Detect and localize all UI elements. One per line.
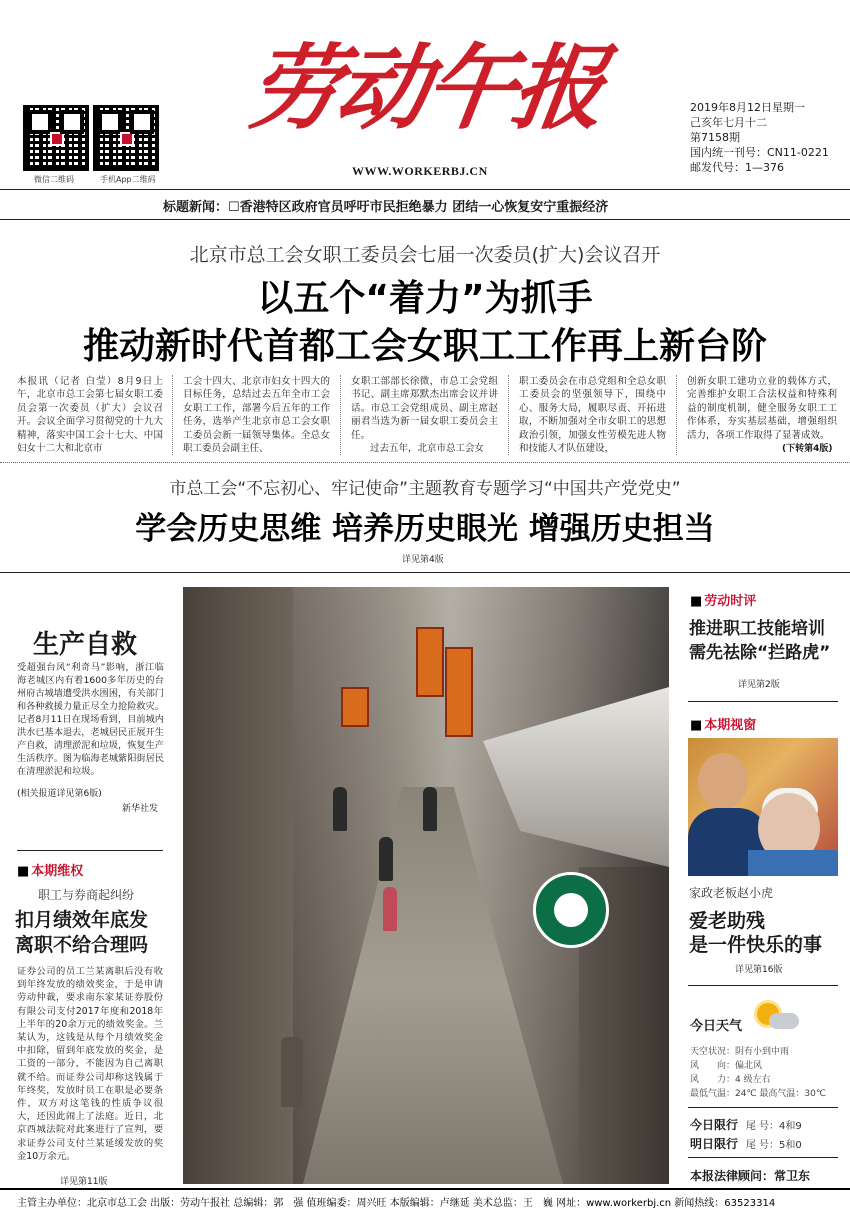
headline-news-text[interactable]: ☐香港特区政府官员呼吁市民拒绝暴力 团结一心恢复安宁重振经济 xyxy=(228,200,609,215)
column-separator xyxy=(172,375,173,455)
column-separator xyxy=(508,375,509,455)
rights-headline-1[interactable]: 扣月绩效年底发 xyxy=(15,909,149,931)
divider xyxy=(688,1107,838,1108)
divider xyxy=(17,850,163,851)
storefront-logo xyxy=(533,872,609,948)
rights-see[interactable]: 详见第11版 xyxy=(60,1177,108,1187)
second-headline[interactable]: 学会历史思维 培养历史眼光 增强历史担当 xyxy=(135,511,715,547)
rights-headline-2[interactable]: 离职不给合理吗 xyxy=(15,934,149,956)
headline-news-label: 标题新闻： xyxy=(163,200,229,215)
window-tag: ■ 本期视窗 xyxy=(690,714,756,733)
flood-cleanup-photo xyxy=(183,587,669,1184)
divider xyxy=(688,985,838,986)
lead-kicker: 北京市总工会女职工委员会七届一次委员(扩大)会议召开 xyxy=(189,244,661,266)
second-kicker: 市总工会“不忘初心、牢记使命”主题教育专题学习“中国共产党党史” xyxy=(169,479,681,499)
issue-lunar: 己亥年七月十二 xyxy=(690,116,767,129)
lead-body-col-3: 女职工部部长徐微，市总工会党组书记、副主席郑默杰出席会议并讲话。市总工会党组成员、副主席赵丽君当选为新一届女职工委员会主任。 过去五年，北京市总工会女 xyxy=(351,376,498,455)
divider xyxy=(0,462,850,463)
sun-cloud-icon xyxy=(757,1003,801,1033)
issue-postal: 邮发代号：1—376 xyxy=(690,161,784,174)
column-separator xyxy=(676,375,677,455)
site-url[interactable]: WWW.WORKERBJ.CN xyxy=(352,164,488,178)
window-sub: 家政老板赵小虎 xyxy=(689,886,774,900)
legal-counsel: 本报法律顾问：常卫东 xyxy=(690,1169,811,1183)
photo-story-title[interactable]: 生产自救 xyxy=(33,630,138,660)
weather-temperature: 最低气温：24℃ 最高气温：30℃ xyxy=(690,1089,826,1099)
weather-wind-force: 风 力：4 级左右 xyxy=(690,1075,771,1085)
rights-tag: ■ 本期维权 xyxy=(17,860,83,879)
photo-story-body: 受超强台风“利奇马”影响，浙江临海老城区内有着1600多年历史的台州府古城墙遭受洪水围困，有关部门和各种救援力量正尽全力抢险救灾。记者8月11日在现场看到，目前城内洪水已基本退去，老城居民正展开生产自救，清理淤泥和垃圾，恢复生产生活秩序。图为临海老城紫阳街居民在清理淤泥和垃圾。 xyxy=(17,662,164,777)
footer: 主管主办单位：北京市总工会 出版：劳动午报社 总编辑：郭 强 值班编委：周兴旺 本版编辑：卢继延 美术总监：王 巍 网址：www.workerbj.cn 新闻热线：63523314 xyxy=(17,1198,776,1209)
divider xyxy=(0,572,850,573)
wechat-qr-code xyxy=(23,105,89,171)
issue-date: 2019年8月12日星期一 xyxy=(690,101,805,114)
traffic-today-label: 今日限行 xyxy=(690,1118,739,1132)
lead-body-col-1: 本报讯（记者 白莹）8月9日上午，北京市总工会第七届女职工委员会第一次委员（扩大）会议召开。会议全面学习贯彻党的十九大精神，落实中国工会十七大、中国妇女十二大和北京市 xyxy=(17,376,163,455)
traffic-tomorrow-value: 尾 号：5和0 xyxy=(745,1140,802,1151)
window-see[interactable]: 详见第16版 xyxy=(735,965,783,975)
weather-sky: 天空状况：阴有小到中雨 xyxy=(690,1047,790,1057)
commentary-see[interactable]: 详见第2版 xyxy=(738,680,780,690)
weather-wind-direction: 风 向：偏北风 xyxy=(690,1061,763,1071)
window-headline-2[interactable]: 是一件快乐的事 xyxy=(689,934,823,956)
divider xyxy=(688,1157,838,1158)
traffic-today-value: 尾 号：4和9 xyxy=(745,1121,802,1132)
divider xyxy=(688,701,838,702)
commentary-headline-2[interactable]: 需先祛除“拦路虎” xyxy=(689,643,831,663)
divider xyxy=(0,219,850,220)
commentary-headline-1[interactable]: 推进职工技能培训 xyxy=(689,619,825,639)
issue-info xyxy=(690,100,829,175)
column-separator xyxy=(340,375,341,455)
rights-body: 证券公司的员工兰某离职后没有收到年终发放的绩效奖金，于是申请劳动仲裁，要求南东家某证券股份有限公司支付2017年度和2018年上半年的20余万元的绩效奖金。兰某认为，这钱是从每个月绩效奖金中扣除，留到年底发放的奖金，是工资的一部分，不能因为自己离职就不给。而证券公司却称这钱属于年终奖，发放时员工在职是必要条件，双方对这笔钱的性质争议很大，还因此闹上了法庭。近日，北京西城法院对此案进行了宣判，要求证券公司支付兰某延缓发放的奖金10万余元。 xyxy=(17,966,163,1162)
photo-story-credit: 新华社发 xyxy=(122,804,159,814)
window-headline-1[interactable]: 爱老助残 xyxy=(689,910,766,932)
rights-sub: 职工与券商起纠纷 xyxy=(38,888,135,902)
caregiver-photo xyxy=(688,738,838,876)
app-qr-caption: 手机App二维码 xyxy=(100,175,156,184)
masthead xyxy=(230,8,620,168)
divider xyxy=(0,1188,850,1190)
issue-number: 第7158期 xyxy=(690,131,740,144)
traffic-today xyxy=(690,1116,802,1133)
lead-continued[interactable]: (下转第4版) xyxy=(782,444,833,454)
lead-body-col-5: 创新女职工建功立业的载体方式，完善维护女职工合法权益和特殊利益的制度机制，健全服务女职工工作体系，夯实基层基础，增强组织活力，各项工作取得了显著成效。 xyxy=(687,376,837,441)
traffic-tomorrow-label: 明日限行 xyxy=(690,1137,739,1151)
wechat-qr-caption: 微信二维码 xyxy=(34,175,74,184)
divider xyxy=(0,189,850,190)
photo-story-related[interactable]: (相关报道详见第6版) xyxy=(17,789,102,799)
headline-news xyxy=(163,196,608,215)
issue-cn: 国内统一刊号：CN11-0221 xyxy=(690,146,829,159)
second-see[interactable]: 详见第4版 xyxy=(402,555,444,565)
lead-headline-1[interactable]: 以五个“着力”为抓手 xyxy=(257,278,593,319)
commentary-tag: ■ 劳动时评 xyxy=(690,590,756,609)
lead-headline-2[interactable]: 推动新时代首都工会女职工工作再上新台阶 xyxy=(82,326,767,367)
masthead-title: 劳动午报 xyxy=(241,34,609,142)
app-qr-code xyxy=(93,105,159,171)
weather-details xyxy=(690,1045,826,1101)
weather-title: 今日天气 xyxy=(690,1019,743,1034)
traffic-tomorrow xyxy=(690,1135,802,1152)
lead-body-col-2: 工会十四大、北京市妇女十四大的目标任务，总结过去五年全市工会女职工工作，部署今后五年的工作任务，选举产生北京市总工会女职工委员会新一届领导集体。全总女职工委员会副主任、 xyxy=(183,376,330,455)
lead-body-col-4: 职工委员会在市总党组和全总女职工委员会的坚强领导下，围绕中心、服务大局，履职尽责、开拓进取，不断加强对全市女职工的思想政治引领，加强女性劳模先进人物和技能人才队伍建设， xyxy=(519,376,666,455)
